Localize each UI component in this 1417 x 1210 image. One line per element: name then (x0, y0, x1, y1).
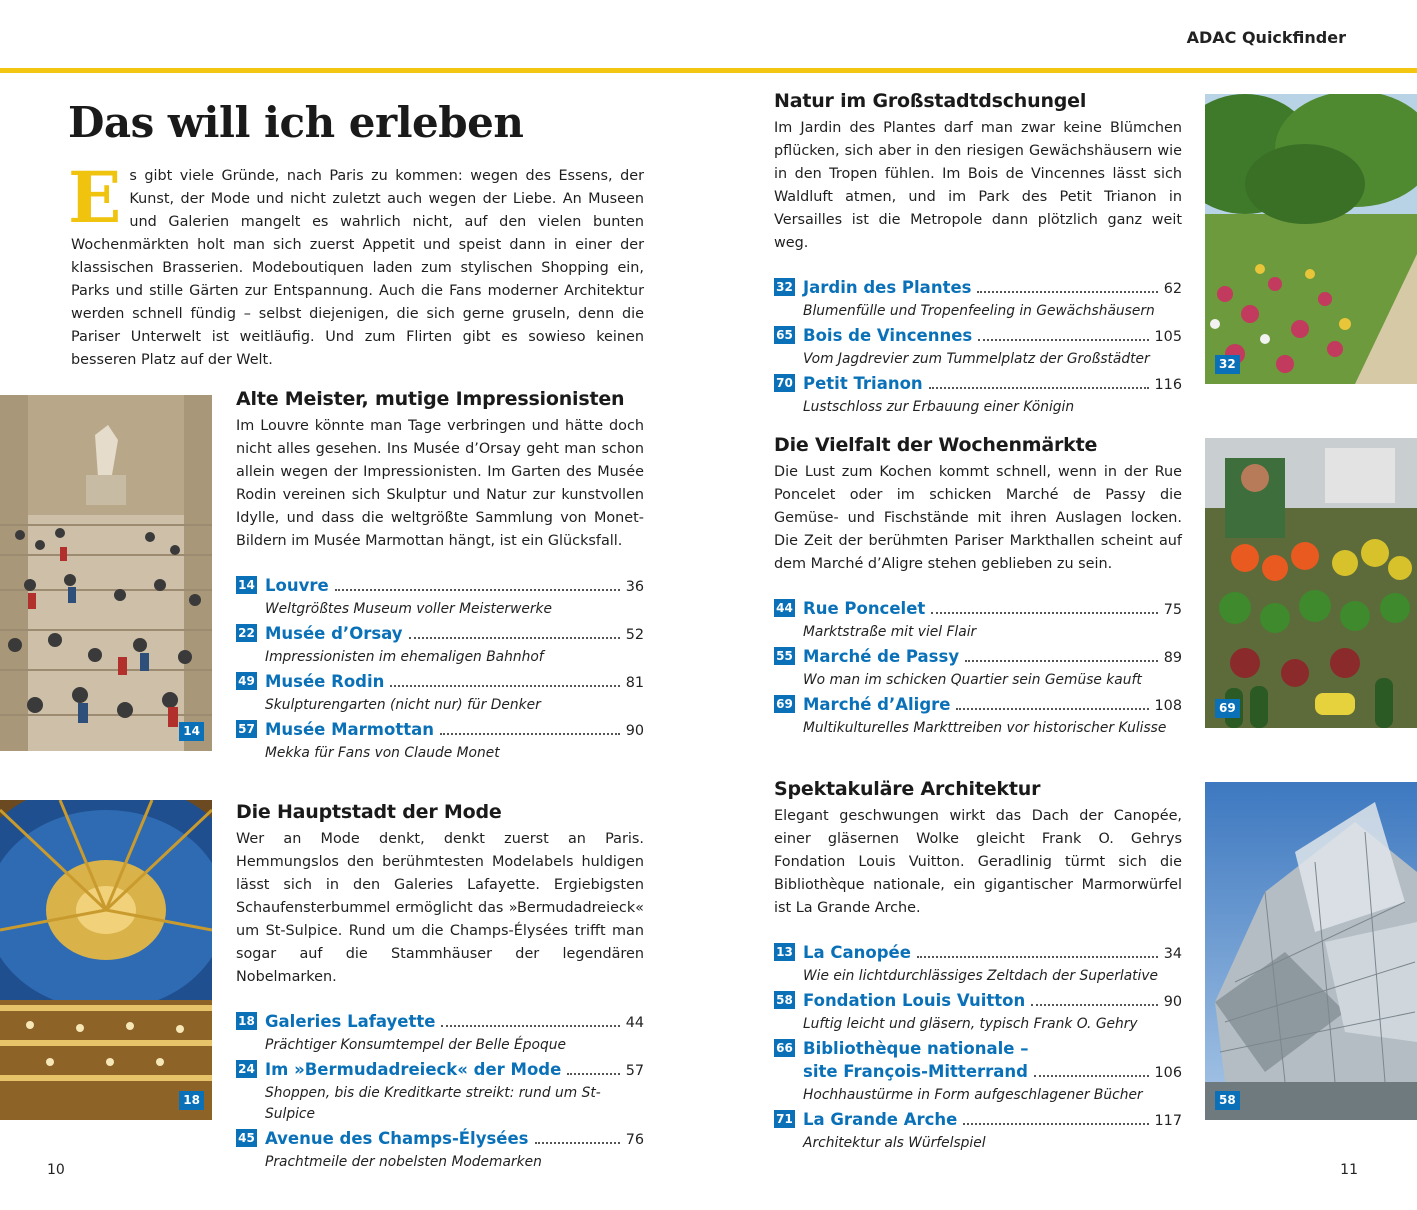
entry-name[interactable]: Musée Marmottan (265, 720, 434, 739)
section-alte-meister (236, 388, 644, 766)
entry-number: 18 (236, 1012, 257, 1030)
louvre-photo (0, 395, 212, 751)
entry-number: 22 (236, 624, 257, 642)
entry-subtitle: Hochhaustürme in Form aufgeschlagener Bücher (803, 1087, 1143, 1103)
entry-subtitle: Shoppen, bis die Kreditkarte streikt: rund um St-Sulpice (265, 1085, 601, 1122)
entry-page: 89 (1163, 650, 1182, 666)
entry-page: 36 (625, 579, 644, 595)
page-number-left: 10 (47, 1162, 65, 1178)
entry-page: 81 (625, 675, 644, 691)
entry-subtitle: Vom Jagdrevier zum Tummelplatz der Großstädter (803, 351, 1150, 367)
entry-list (236, 1010, 644, 1173)
entry-list (774, 276, 1182, 418)
entry-page: 108 (1154, 698, 1182, 714)
entry-marche-d-aligre[interactable] (774, 693, 1182, 739)
running-header: ADAC Quickfinder (1186, 28, 1346, 47)
entry-subtitle: Marktstraße mit viel Flair (803, 624, 977, 640)
entry-number: 13 (774, 943, 795, 961)
entry-subtitle: Multikulturelles Markttreiben vor historischer Kulisse (803, 720, 1167, 736)
header-rule (0, 68, 1417, 73)
entry-name[interactable]: Louvre (265, 576, 329, 595)
entry-page: 90 (1163, 994, 1182, 1010)
section-title: Natur im Großstadtdschungel (774, 90, 1087, 112)
lafayette-photo (0, 800, 212, 1120)
entry-marmottan[interactable] (236, 718, 644, 764)
entry-subtitle: Prachtmeile der nobelsten Modemarken (265, 1154, 542, 1170)
entry-name[interactable]: Marché d’Aligre (803, 695, 951, 714)
entry-name[interactable]: Bibliothèque nationale – (803, 1039, 1029, 1058)
entry-name[interactable]: La Canopée (803, 943, 911, 962)
entry-number: 70 (774, 374, 795, 392)
entry-bois-de-vincennes[interactable] (774, 324, 1182, 370)
entry-subtitle: Skulpturengarten (nicht nur) für Denker (265, 697, 541, 713)
entry-number: 55 (774, 647, 795, 665)
entry-name[interactable]: Marché de Passy (803, 647, 960, 666)
section-mode (236, 801, 644, 1175)
entry-number: 65 (774, 326, 795, 344)
section-title: Die Hauptstadt der Mode (236, 801, 502, 823)
entry-subtitle: Blumenfülle und Tropenfeeling in Gewächshäusern (803, 303, 1155, 319)
entry-name[interactable]: Rue Poncelet (803, 599, 926, 618)
entry-name-line2[interactable]: site François-Mitterrand (803, 1062, 1028, 1081)
entry-rue-poncelet[interactable] (774, 597, 1182, 643)
photo-badge: 32 (1215, 355, 1240, 374)
entry-name[interactable]: Bois de Vincennes (803, 326, 973, 345)
entry-champs-elysees[interactable] (236, 1127, 644, 1173)
section-title: Spektakuläre Architektur (774, 778, 1041, 800)
entry-subtitle: Mekka für Fans von Claude Monet (265, 745, 500, 761)
entry-page: 117 (1154, 1113, 1182, 1129)
entry-page: 44 (625, 1015, 644, 1031)
entry-number: 69 (774, 695, 795, 713)
section-body: Im Jardin des Plantes darf man zwar keine Blümchen pflücken, sich aber in den riesigen Gewächshäusern wie in den Tropen fühlen. Im Bois de Vincennes lässt sich Waldluft atmen, und im Park des Petit Trianon in Versailles ist die Metropole dann plötzlich ganz weit weg. (774, 120, 1182, 251)
entry-la-grande-arche[interactable] (774, 1108, 1182, 1154)
entry-jardin-des-plantes[interactable] (774, 276, 1182, 322)
photo-badge: 14 (179, 722, 204, 741)
entry-subtitle: Weltgrößtes Museum voller Meisterwerke (265, 601, 553, 617)
section-title: Die Vielfalt der Wochenmärkte (774, 434, 1098, 456)
market-photo (1205, 438, 1417, 728)
entry-name[interactable]: Galeries Lafayette (265, 1012, 436, 1031)
entry-orsay[interactable] (236, 622, 644, 668)
entry-number: 58 (774, 991, 795, 1009)
entry-subtitle: Prächtiger Konsumtempel der Belle Époque (265, 1037, 566, 1053)
photo-badge: 18 (179, 1091, 204, 1110)
entry-petit-trianon[interactable] (774, 372, 1182, 418)
section-title: Alte Meister, mutige Impressionisten (236, 388, 625, 410)
section-body: Die Lust zum Kochen kommt schnell, wenn in der Rue Poncelet oder im schicken Marché de Passy die Gemüse- und Fischstände mit ihren Auslagen locken. Die Zeit der berühmten Pariser Markthallen scheint auf dem Marché d’Aligre stehen geblieben zu sein. (774, 464, 1182, 572)
entry-list (774, 941, 1182, 1154)
section-wochenmaerkte (774, 434, 1182, 741)
entry-number: 49 (236, 672, 257, 690)
entry-subtitle: Luftig leicht und gläsern, typisch Frank O. Gehry (803, 1016, 1138, 1032)
entry-number: 14 (236, 576, 257, 594)
entry-louvre[interactable] (236, 574, 644, 620)
photo-badge: 58 (1215, 1091, 1240, 1110)
section-body: Wer an Mode denkt, denkt zuerst an Paris. Hemmungslos den berühmtesten Modelabels huldigen lässt sich in den Galeries Lafayette. Ergiebigsten Schaufensterbummel ermöglicht das »Bermudadreieck« um St-Sulpice. Rund um die Champs-Élysées trifft man sogar auf die Stammhäuser der legendären Nobelmarken. (236, 831, 644, 985)
entry-page: 34 (1163, 946, 1182, 962)
entry-page: 75 (1163, 602, 1182, 618)
page-title: Das will ich erleben (68, 98, 524, 147)
entry-rodin[interactable] (236, 670, 644, 716)
entry-page: 52 (625, 627, 644, 643)
entry-list (236, 574, 644, 764)
entry-name[interactable]: Musée Rodin (265, 672, 385, 691)
intro-paragraph (68, 156, 644, 372)
entry-name[interactable]: Jardin des Plantes (803, 278, 972, 297)
entry-number: 24 (236, 1060, 257, 1078)
entry-list (774, 597, 1182, 739)
entry-name[interactable]: Im »Bermudadreieck« der Mode (265, 1060, 562, 1079)
intro-text: s gibt viele Gründe, nach Paris zu kommen: wegen des Essens, der Kunst, der Mode und nicht zuletzt auch wegen der Liebe. An Museen und Galerien mangelt es wahrlich nicht, auf den vielen bunten Wochenmärkten holt man sich zuerst Appetit und speist dann in einer der klassischen Brasserien. Modeboutiquen laden zum stylischen Shopping ein, Parks und stille Gärten zur Entspannung. Auch die Fans moderner Architektur werden schnell fündig – selbst diejenigen, die sich gerne gruseln, denn die Pariser Unterwelt ist weitläufig. Und zum Flirten gibt es sowieso keinen besseren Platz auf der Welt. (71, 168, 644, 368)
entry-name[interactable]: La Grande Arche (803, 1110, 958, 1129)
entry-page: 106 (1154, 1065, 1182, 1081)
dropcap: E (68, 156, 122, 239)
entry-number: 45 (236, 1129, 257, 1147)
entry-page: 76 (625, 1132, 644, 1148)
section-body: Elegant geschwungen wirkt das Dach der Canopée, einer gläsernen Wolke gleicht Frank O. Gehrys Fondation Louis Vuitton. Geradlinig türmt sich die Bibliothèque nationale, ein gigantischer Marmorwürfel ist La Grande Arche. (774, 808, 1182, 916)
plantes-photo (1205, 94, 1417, 384)
entry-bibliotheque-nationale[interactable] (774, 1037, 1182, 1106)
entry-name[interactable]: Fondation Louis Vuitton (803, 991, 1026, 1010)
entry-fondation-louis-vuitton[interactable] (774, 989, 1182, 1035)
entry-subtitle: Architektur als Würfelspiel (803, 1135, 986, 1151)
entry-subtitle: Impressionisten im ehemaligen Bahnhof (265, 649, 544, 665)
entry-name[interactable]: Petit Trianon (803, 374, 923, 393)
entry-page: 105 (1154, 329, 1182, 345)
entry-marche-de-passy[interactable] (774, 645, 1182, 691)
entry-subtitle: Wo man im schicken Quartier sein Gemüse kauft (803, 672, 1142, 688)
entry-page: 62 (1163, 281, 1182, 297)
entry-number: 44 (774, 599, 795, 617)
entry-number: 71 (774, 1110, 795, 1128)
entry-name[interactable]: Musée d’Orsay (265, 624, 403, 643)
entry-subtitle: Wie ein lichtdurchlässiges Zeltdach der Superlative (803, 968, 1159, 984)
entry-name[interactable]: Avenue des Champs-Élysées (265, 1129, 529, 1148)
section-body: Im Louvre könnte man Tage verbringen und hätte doch nicht alles gesehen. Ins Musée d’Orsay geht man schon allein wegen der Impressionisten. Im Garten des Musée Rodin vereinen sich Skulptur und Natur zur kunstvollen Idylle, und dass die weltgrößte Sammlung von Monet-Bildern im Musée Marmottan hängt, ist ein Glücksfall. (236, 418, 644, 549)
entry-lafayette[interactable] (236, 1010, 644, 1056)
entry-number: 57 (236, 720, 257, 738)
entry-page: 90 (625, 723, 644, 739)
entry-number: 32 (774, 278, 795, 296)
photo-badge: 69 (1215, 699, 1240, 718)
section-architektur (774, 778, 1182, 1156)
page-number-right: 11 (1340, 1162, 1358, 1178)
entry-la-canopee[interactable] (774, 941, 1182, 987)
vuitton-photo (1205, 782, 1417, 1120)
entry-page: 116 (1154, 377, 1182, 393)
section-natur (774, 90, 1182, 420)
entry-bermudadreieck[interactable] (236, 1058, 644, 1125)
entry-page: 57 (625, 1063, 644, 1079)
entry-subtitle: Lustschloss zur Erbauung einer Königin (803, 399, 1075, 415)
entry-number: 66 (774, 1039, 795, 1057)
